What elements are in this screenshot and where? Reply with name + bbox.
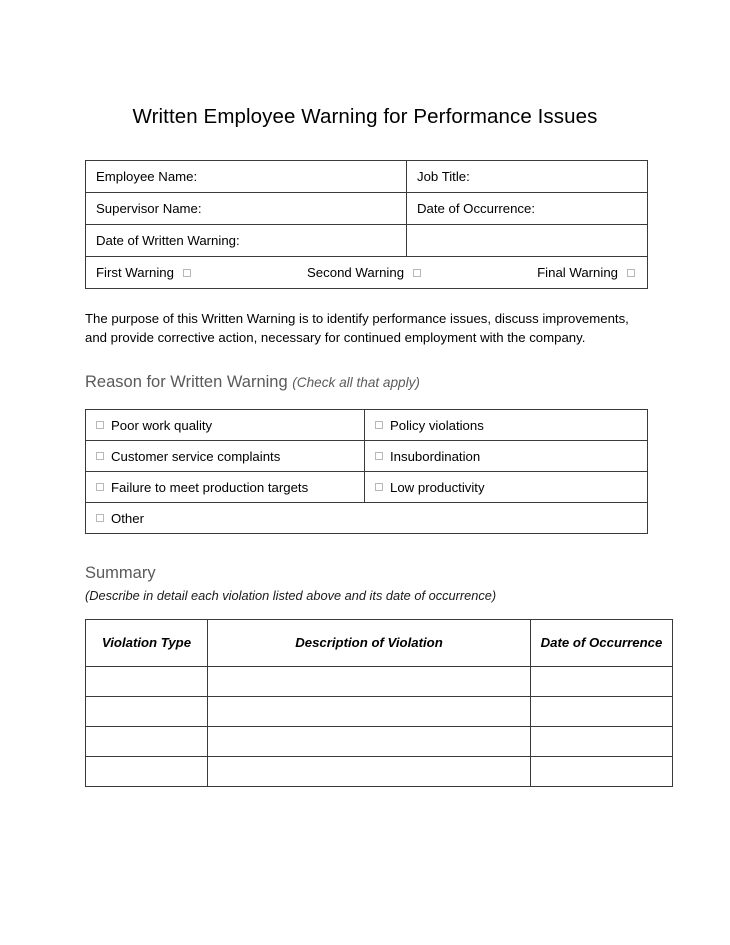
reason-label: Failure to meet production targets xyxy=(111,479,309,495)
table-row xyxy=(86,441,648,472)
field-label: Supervisor Name: xyxy=(96,200,202,216)
reason-section-heading xyxy=(85,373,645,392)
warning-level-row xyxy=(86,257,648,289)
field-label: Date of Written Warning: xyxy=(96,232,240,248)
reason-label: Policy violations xyxy=(390,417,484,433)
cell-date-of-occurrence[interactable] xyxy=(531,757,673,787)
checkbox-empty-icon[interactable] xyxy=(413,269,421,277)
reason-cell[interactable] xyxy=(365,410,648,441)
cell-description[interactable] xyxy=(208,667,531,697)
checkbox-empty-icon[interactable] xyxy=(183,269,191,277)
field-date-of-occurrence[interactable] xyxy=(407,193,648,225)
table-row xyxy=(86,697,673,727)
warning-option-label: First Warning xyxy=(96,265,174,280)
summary-section-heading xyxy=(85,564,645,583)
cell-date-of-occurrence[interactable] xyxy=(531,697,673,727)
reason-heading-note: (Check all that apply) xyxy=(292,375,420,391)
field-label: Date of Occurrence: xyxy=(417,200,536,216)
field-job-title[interactable] xyxy=(407,161,648,193)
checkbox-empty-icon[interactable] xyxy=(96,514,104,522)
table-row xyxy=(86,727,673,757)
summary-table xyxy=(85,619,673,787)
checkbox-empty-icon[interactable] xyxy=(96,421,104,429)
table-row xyxy=(86,472,648,503)
cell-date-of-occurrence[interactable] xyxy=(531,727,673,757)
reason-cell[interactable] xyxy=(365,472,648,503)
table-row xyxy=(86,257,648,289)
warning-option-final[interactable] xyxy=(537,265,635,280)
table-row xyxy=(86,410,648,441)
field-employee-name[interactable] xyxy=(86,161,407,193)
reason-cell[interactable] xyxy=(365,441,648,472)
summary-section-note: (Describe in detail each violation listed above and its date of occurrence) xyxy=(85,588,497,604)
reason-cell[interactable] xyxy=(86,410,365,441)
purpose-paragraph: The purpose of this Written Warning is to identify performance issues, discuss improvements, and provide corrective action, necessary for continued employment with the company. xyxy=(85,311,629,346)
cell-description[interactable] xyxy=(208,757,531,787)
field-supervisor-name[interactable] xyxy=(86,193,407,225)
reason-cell[interactable] xyxy=(86,472,365,503)
cell-date-of-occurrence[interactable] xyxy=(531,667,673,697)
table-row xyxy=(86,225,648,257)
cell-description[interactable] xyxy=(208,727,531,757)
warning-option-label: Final Warning xyxy=(537,265,618,280)
field-blank[interactable] xyxy=(407,225,648,257)
cell-description[interactable] xyxy=(208,697,531,727)
column-header-description: Description of Violation xyxy=(208,620,531,667)
table-row xyxy=(86,757,673,787)
checkbox-empty-icon[interactable] xyxy=(96,483,104,491)
field-label: Job Title: xyxy=(417,168,470,184)
field-date-of-written-warning[interactable] xyxy=(86,225,407,257)
warning-option-label: Second Warning xyxy=(307,265,405,280)
summary-heading-text: Summary xyxy=(85,564,156,583)
checkbox-empty-icon[interactable] xyxy=(96,452,104,460)
reason-label: Insubordination xyxy=(390,448,481,464)
table-row xyxy=(86,667,673,697)
page-title: Written Employee Warning for Performance Issues xyxy=(132,105,598,128)
reason-cell-other[interactable] xyxy=(86,503,648,534)
reason-label: Other xyxy=(111,510,144,526)
cell-violation-type[interactable] xyxy=(86,667,208,697)
reason-heading-text: Reason for Written Warning xyxy=(85,373,288,392)
cell-violation-type[interactable] xyxy=(86,727,208,757)
table-row xyxy=(86,503,648,534)
cell-violation-type[interactable] xyxy=(86,697,208,727)
checkbox-empty-icon[interactable] xyxy=(627,269,635,277)
column-header-violation-type: Violation Type xyxy=(86,620,208,667)
column-header-date-of-occurrence: Date of Occurrence xyxy=(531,620,673,667)
reason-label: Poor work quality xyxy=(111,417,213,433)
checkbox-empty-icon[interactable] xyxy=(375,421,383,429)
reason-cell[interactable] xyxy=(86,441,365,472)
table-row xyxy=(86,161,648,193)
checkbox-empty-icon[interactable] xyxy=(375,483,383,491)
reasons-table xyxy=(85,409,648,534)
table-row xyxy=(86,193,648,225)
reason-label: Customer service complaints xyxy=(111,448,281,464)
table-header-row xyxy=(86,620,673,667)
reason-label: Low productivity xyxy=(390,479,485,495)
cell-violation-type[interactable] xyxy=(86,757,208,787)
field-label: Employee Name: xyxy=(96,168,198,184)
warning-option-first[interactable] xyxy=(96,265,191,280)
employee-info-table xyxy=(85,160,648,289)
checkbox-empty-icon[interactable] xyxy=(375,452,383,460)
warning-option-second[interactable] xyxy=(307,265,421,280)
